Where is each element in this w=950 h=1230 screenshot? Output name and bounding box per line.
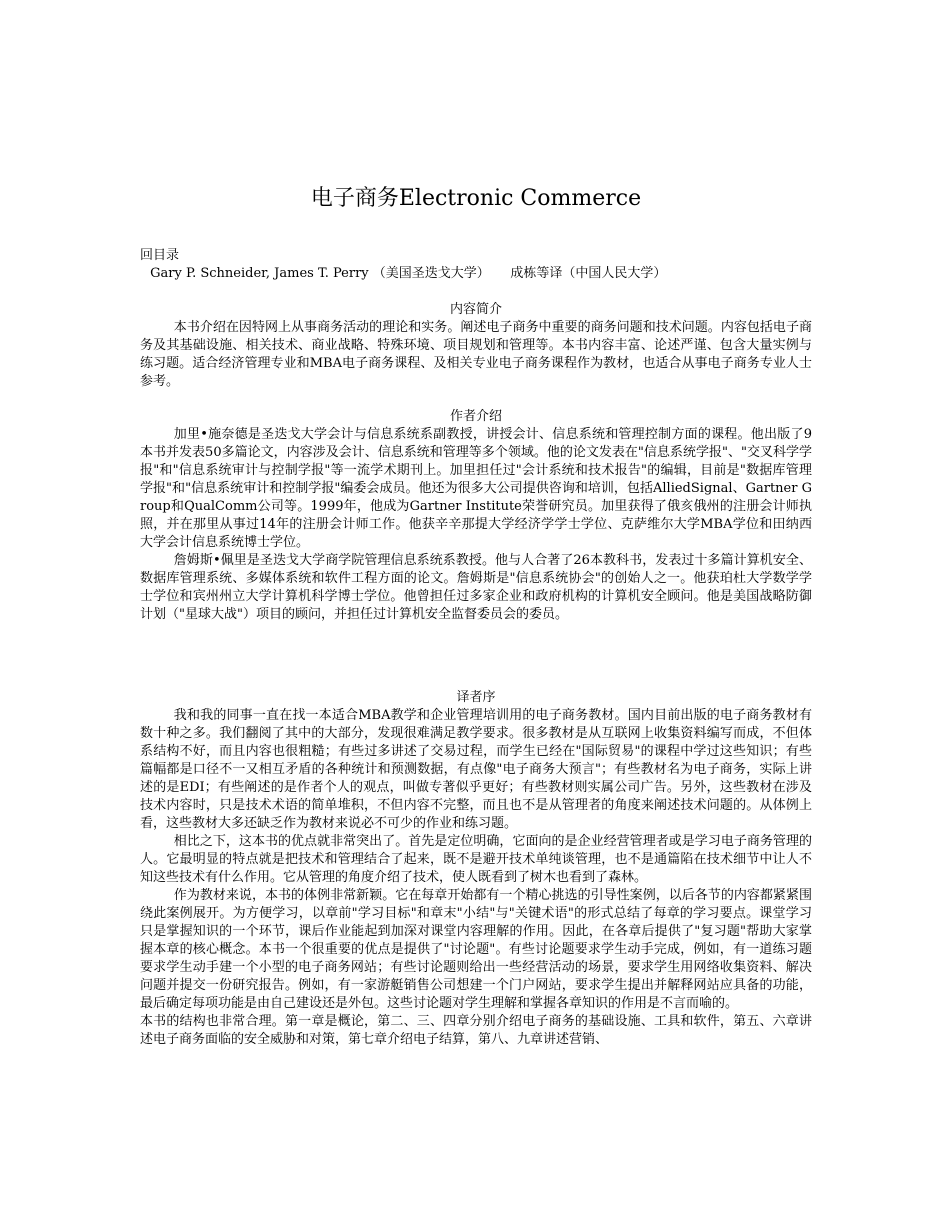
- preface-paragraph: 相比之下，这本书的优点就非常突出了。首先是定位明确，它面向的是企业经营管理者或是学习电子商务管理的人。它最明显的特点就是把技术和管理结合了起来，既不是避开技术单纯谈管理，也不是通篇陷在技术细节中让人不知这些技术有什么作用。它从管理的角度介绍了技术，使人既看到了树木也看到了森林。: [140, 834, 812, 885]
- preface-paragraph: 作为教材来说，本书的体例非常新颖。它在每章开始都有一个精心挑选的引导性案例，以后各节的内容都紧紧围绕此案例展开。为方便学习，以章前"学习目标"和章末"小结"与"关键术语"的形式总结了每章的学习要点。课堂学习只是掌握知识的一个环节，课后作业能起到加深对课堂内容理解的作用。因此，在各章后提供了"复习题"帮助大家掌握本章的核心概念。本书一个很重要的优点是提供了"讨论题"。有些讨论题要求学生动手完成，例如，有一道练习题要求学生动手建一个小型的电子商务网站；有些讨论题则给出一些经营活动的场景，要求学生用网络收集资料、解决问题并提交一份研究报告。例如，有一家游艇销售公司想建一个门户网站，要求学生提出并解释网站应具备的功能，最后确定每项功能是由自己建设还是外包。这些讨论题对学生理解和掌握各章知识的作用是不言而喻的。: [140, 888, 812, 1011]
- author-intro-heading: 作者介绍: [449, 409, 502, 424]
- preface-last-paragraph: 本书的结构也非常合理。第一章是概论，第二、三、四章分别介绍电子商务的基础设施、工具和软件，第五、六章讲述电子商务面临的安全威胁和对策，第七章介绍电子结算，第八、九章讲述营销、: [140, 1014, 812, 1047]
- summary-section: [140, 301, 812, 391]
- author-intro-paragraph-perry: 詹姆斯•佩里是圣迭戈大学商学院管理信息系统系教授。他与人合著了26本教科书，发表过十多篇计算机安全、数据库管理系统、多媒体系统和软件工程方面的论文。詹姆斯是"信息系统协会"的创始人之一。他获珀杜大学数学学士学位和宾州州立大学计算机科学博士学位。他曾担任过多家企业和政府机构的计算机安全顾问。他是美国战略防御计划（"星球大战"）项目的顾问，并担任过计算机安全监督委员会的委员。: [140, 553, 812, 622]
- author-intro-paragraph-schneider: 加里•施奈德是圣迭戈大学会计与信息系统系副教授，讲授会计、信息系统和管理控制方面的课程。他出版了9本书并发表50多篇论文，内容涉及会计、信息系统和管理等多个领域。他的论文发表在"信息系统学报"、"交叉科学学报"和"信息系统审计与控制学报"等一流学术期刊上。加里担任过"会计系统和技术报告"的编辑，目前是"数据库管理学报"和"信息系统审计和控制学报"编委会成员。他还为很多大公司提供咨询和培训，包括AlliedSignal、Gartner Group和QualComm公司等。1999年，他成为Gartner Institute荣誉研究员。加里获得了俄亥俄州的注册会计师执照，并在那里从事过14年的注册会计师工作。他获辛辛那提大学经济学学士学位、克萨维尔大学MBA学位和田纳西大学会计信息系统博士学位。: [140, 427, 812, 550]
- translator-preface-heading: 译者序: [456, 690, 496, 705]
- book-title: 电子商务Electronic Commerce: [310, 186, 642, 211]
- preface-paragraph: 我和我的同事一直在找一本适合MBA教学和企业管理培训用的电子商务教材。国内目前出版的电子商务教材有数十种之多。我们翻阅了其中的大部分，发现很难满足教学要求。很多教材是从互联网上收集资料编写而成，不但体系结构不好，而且内容也很粗糙；有些过多讲述了交易过程，而学生已经在"国际贸易"的课程中学过这些知识；有些篇幅都是口径不一又相互矛盾的各种统计和预测数据，有点像"电子商务大预言"；有些教材名为电子商务，实际上讲述的是EDI；有些阐述的是作者个人的观点，叫做专著似乎更好；有些教材则实属公司广告。另外，这些教材在涉及技术内容时，只是技术术语的简单堆积，不但内容不完整，而且也不是从管理者的角度来阐述技术问题的。从体例上看，这些教材大多还缺乏作为教材来说必不可少的作业和练习题。: [140, 708, 812, 831]
- book-authors: Gary P. Schneider, James T. Perry （美国圣迭戈大学） 成栋等译（中国人民大学）: [146, 266, 667, 281]
- translator-preface-section: [140, 689, 812, 1049]
- summary-heading: 内容简介: [449, 302, 502, 317]
- author-intro-section: [140, 408, 812, 624]
- back-to-toc-link[interactable]: 回目录: [140, 248, 180, 263]
- summary-paragraph: 本书介绍在因特网上从事商务活动的理论和实务。阐述电子商务中重要的商务问题和技术问题。内容包括电子商务及其基础设施、相关技术、商业战略、特殊环境、项目规划和管理等。本书内容丰富、论述严谨、包含大量实例与练习题。适合经济管理专业和MBA电子商务课程、及相关专业电子商务课程作为教材，也适合从事电子商务专业人士参考。: [140, 320, 812, 389]
